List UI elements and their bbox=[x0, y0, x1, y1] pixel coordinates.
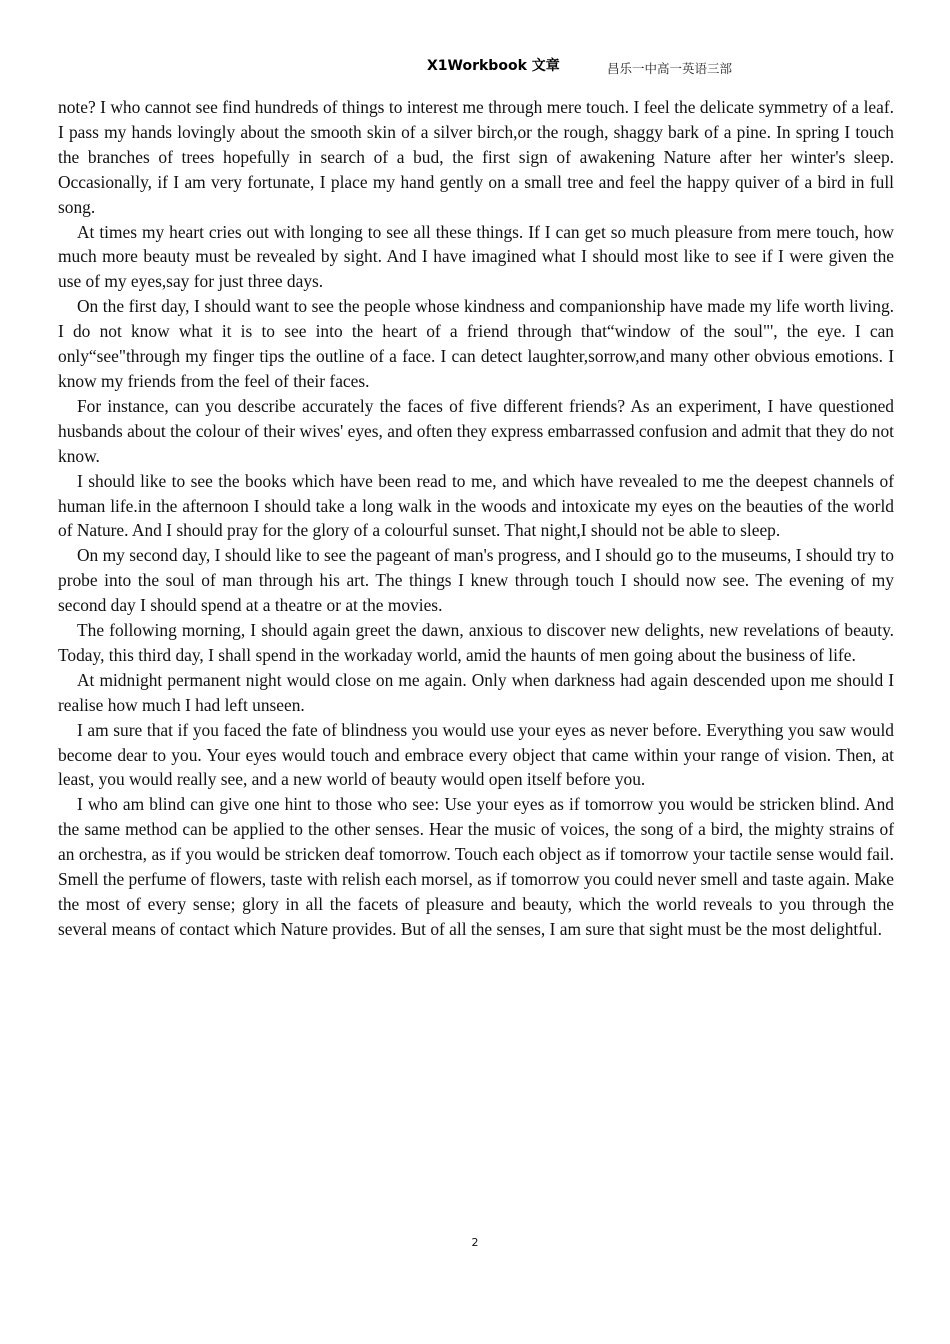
page-header bbox=[0, 52, 950, 82]
paragraph: The following morning, I should again greet the dawn, anxious to discover new delights, new revelations of beauty. Today, this third day, I shall spend in the workaday world, amid the haunts of men going about the business of life. bbox=[58, 620, 894, 665]
paragraph: On the first day, I should want to see the people whose kindness and companionship have made my life worth living. I do not know what it is to see into the heart of a friend through that“window of the soul"', the eye. I can only“see"through my finger tips the outline of a face. I can detect laughter,sorrow,and many other obvious emotions. I know my friends from the feel of their faces. bbox=[58, 296, 894, 391]
paragraph: I am sure that if you faced the fate of blindness you would use your eyes as never before. Everything you saw would become dear to you. Your eyes would touch and embrace every object that came within your range of vision. Then, at least, you would really see, and a new world of beauty would open itself before you. bbox=[58, 719, 894, 790]
paragraph: At midnight permanent night would close on me again. Only when darkness had again descended upon me should I realise how much I had left unseen. bbox=[58, 669, 894, 715]
header-title: X1Workbook 文章 bbox=[427, 58, 560, 74]
paragraph: I should like to see the books which have been read to me, and which have revealed to me the deepest channels of human life.in the afternoon I should take a long walk in the woods and intoxicate my eyes on the beauties of the world of Nature. And I should pray for the glory of a colourful sunset. That night,I should not be able to sleep. bbox=[58, 470, 894, 541]
paragraph: For instance, can you describe accurately the faces of five different friends? As an experiment, I have questioned husbands about the colour of their wives' eyes, and often they express embarrassed confusion and admit that they do not know. bbox=[58, 395, 894, 466]
header-school: 昌乐一中高一英语三部 bbox=[607, 61, 733, 76]
paragraph: note? I who cannot see find hundreds of things to interest me through mere touch. I feel the delicate symmetry of a leaf. I pass my hands lovingly about the smooth skin of a silver birch,or the rough, shaggy bark of a pine. In spring I touch the branches of trees hopefully in search of a bud, the first sign of awakening Nature after her winter's sleep. Occasionally, if I am very fortunate, I place my hand gently on a small tree and feel the happy quiver of a bird in full song. bbox=[58, 97, 894, 217]
paragraph: On my second day, I should like to see the pageant of man's progress, and I should go to the museums, I should try to probe into the soul of man through his art. The things I knew through touch I should now see. The evening of my second day I should spend at a theatre or at the movies. bbox=[58, 545, 894, 616]
article-body bbox=[58, 95, 894, 942]
page-number: 2 bbox=[471, 1236, 479, 1249]
paragraph: At times my heart cries out with longing to see all these things. If I can get so much pleasure from mere touch, how much more beauty must be revealed by sight. And I have imagined what I should most like to see if I were given the use of my eyes,say for just three days. bbox=[58, 221, 894, 292]
paragraph: I who am blind can give one hint to those who see: Use your eyes as if tomorrow you would be stricken blind. And the same method can be applied to the other senses. Hear the music of voices, the song of a bird, the mighty strains of an orchestra, as if you would be stricken deaf tomorrow. Touch each object as if tomorrow your tactile sense would fail. Smell the perfume of flowers, taste with relish each morsel, as if tomorrow you could never smell and taste again. Make the most of every sense; glory in all the facets of pleasure and beauty, which the world reveals to you through the several means of contact which Nature provides. But of all the senses, I am sure that sight must be the most delightful. bbox=[58, 794, 894, 939]
